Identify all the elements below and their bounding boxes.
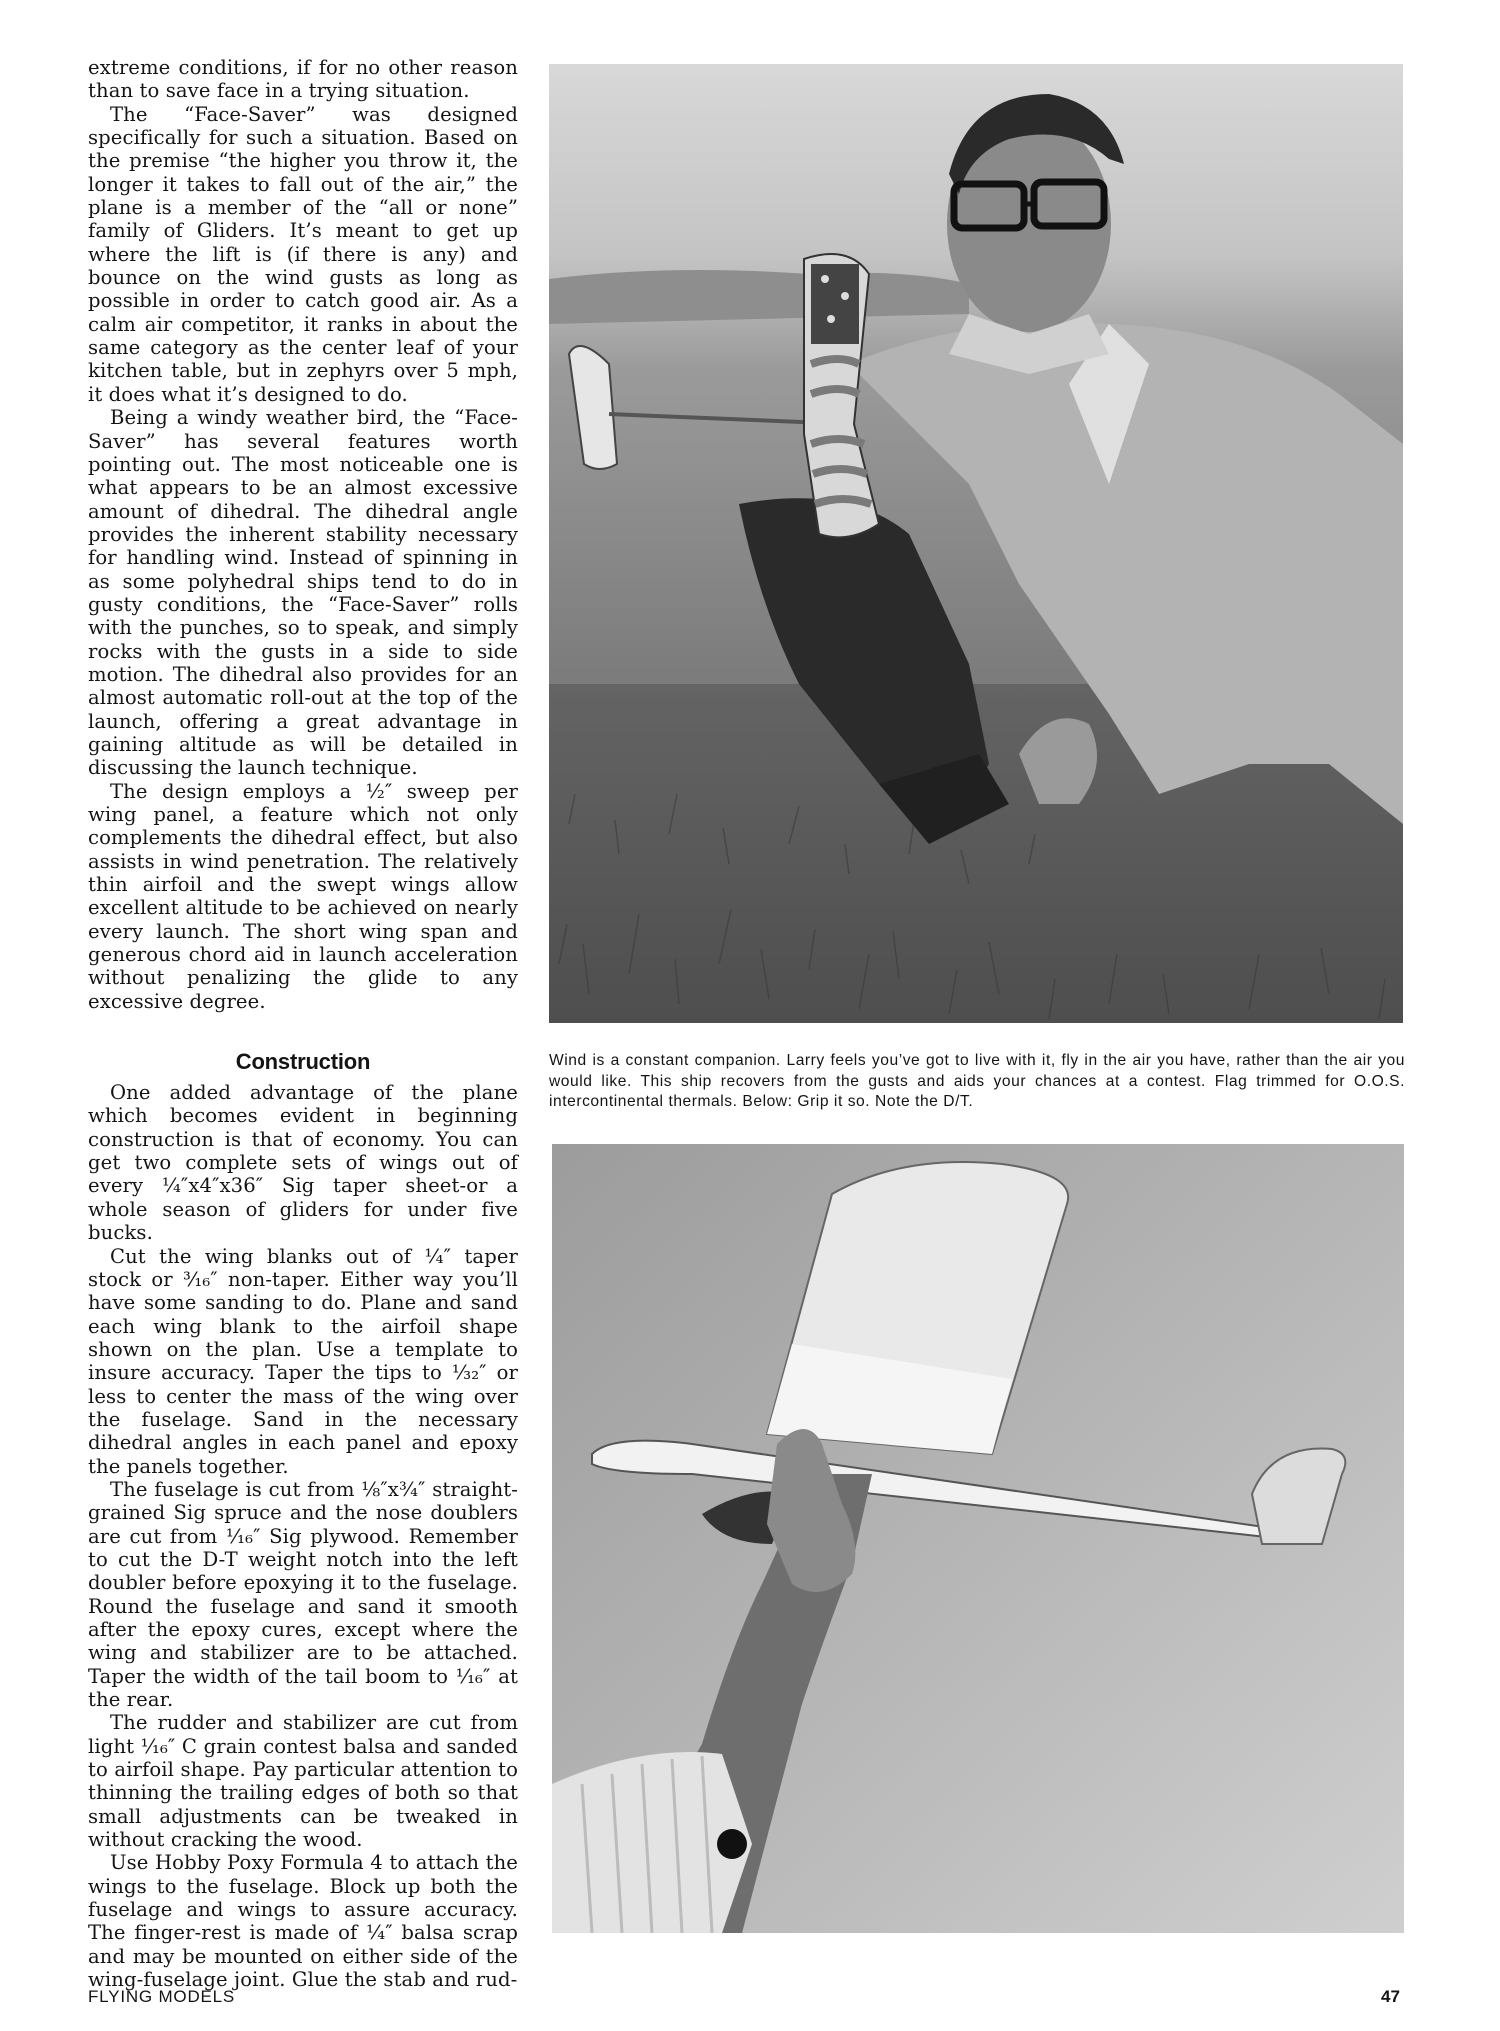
paragraph: Being a windy weather bird, the “Face-Saver” has several features worth pointing out. The most noticeable one is what appears to be an almost excessive amount of dihedral. The dihedral angle provides the inherent stability necessary for handling wind. Instead of spinning in as some polyhedral ships tend to do in gusty conditions, the “Face-Saver” rolls with the punches, so to speak, and simply rocks with the gusts in a side to side motion. The dihedral also provides for an almost automatic roll-out at the top of the launch, offering a great advantage in gaining altitude as will be detailed in discussing the launch technique.	[88, 406, 518, 780]
photo-caption: Wind is a constant companion. Larry feels you’ve got to live with it, fly in the air you have, rather than the air you would like. This ship recovers from the gusts and aids your chances at a contest. Flag trimmed for O.O.S. intercontinental thermals. Below: Grip it so. Note the D/T.	[549, 1052, 1405, 1110]
paragraph: The rudder and stabilizer are cut from light ¹⁄₁₆″ C grain contest balsa and sanded to airfoil shape. Pay particular attention to thinning the trailing edges of both so that small adjustments can be tweaked in without cracking the wood.	[88, 1711, 518, 1852]
magazine-name: FLYING MODELS	[88, 1987, 236, 2006]
construction-heading: Construction	[235, 1049, 371, 1075]
paragraph: Use Hobby Poxy Formula 4 to attach the wings to the fuselage. Block up both the fuselage and wings to assure accuracy. The finger-rest is made of ¼″ balsa scrap and may be mounted on either side of the wing-fuselage joint. Glue the stab and rud-	[88, 1851, 518, 1992]
paragraph: The “Face-Saver” was designed specifically for such a situation. Based on the premise “the higher you throw it, the longer it takes to fall out of the air,” the plane is a member of the “all or none” family of Gliders. It’s meant to get up where the lift is (if there is any) and bounce on the wind gusts as long as possible in order to catch good air. As a calm air competitor, it ranks in about the same category as the center leaf of your kitchen table, but in zephyrs over 5 mph, it does what it’s designed to do.	[88, 102, 518, 406]
article-body	[88, 56, 518, 1992]
paragraph: Cut the wing blanks out of ¼″ taper stock or ³⁄₁₆″ non-taper. Either way you’ll have some sanding to do. Plane and sand each wing blank to the airfoil shape shown on the plan. Use a template to insure accuracy. Taper the tips to ¹⁄₃₂″ or less to center the mass of the wing over the fuselage. Sand in the necessary dihedral angles in each panel and epoxy the panels together.	[88, 1244, 518, 1478]
page-number: 47	[1381, 1987, 1400, 2006]
paragraph: The design employs a ½″ sweep per wing panel, a feature which not only complements the dihedral effect, but also assists in wind penetration. The relatively thin airfoil and the swept wings allow excellent altitude to be achieved on nearly every launch. The short wing span and generous chord aid in launch acceleration without penalizing the glide to any excessive degree.	[88, 779, 518, 1013]
paragraph: One added advantage of the plane which becomes evident in beginning construction is that of economy. You can get two complete sets of wings out of every ¼″x4″x36″ Sig taper sheet-or a whole season of gliders for under five bucks.	[88, 1081, 518, 1245]
paragraph: The fuselage is cut from ⅛″x¾″ straight-grained Sig spruce and the nose doublers are cut from ¹⁄₁₆″ Sig plywood. Remember to cut the D-T weight notch into the left doubler before epoxying it to the fuselage. Round the fuselage and sand it smooth after the epoxy cures, except where the wing and stabilizer are to be attached. Taper the width of the tail boom to ¹⁄₁₆″ at the rear.	[88, 1477, 518, 1712]
paragraph: extreme conditions, if for no other reason than to save face in a trying situation.	[88, 56, 518, 103]
photo-man-with-glider	[549, 64, 1403, 1023]
photo-hand-grip-glider	[552, 1144, 1404, 1933]
